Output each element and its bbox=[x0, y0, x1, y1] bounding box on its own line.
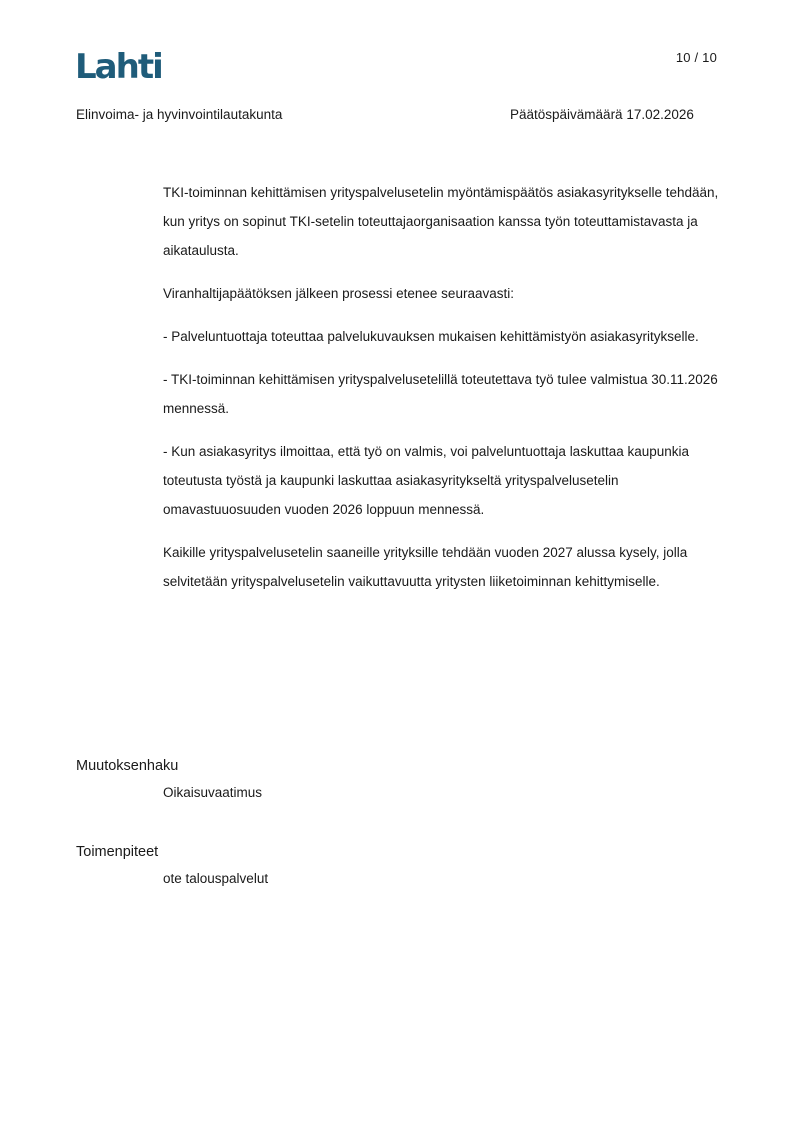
actions-value: ote talouspalvelut bbox=[163, 871, 269, 886]
decision-body bbox=[163, 178, 723, 610]
page-number: 10 / 10 bbox=[675, 50, 717, 65]
paragraph-decision-timing: TKI-toiminnan kehittämisen yrityspalvelusetelin myöntämispäätös asiakasyritykselle tehdään, kun yritys on sopinut TKI-setelin toteuttajaorganisaation kanssa työn toteuttamistavasta ja aikataulusta. bbox=[163, 185, 719, 258]
paragraph-step-3: - Kun asiakasyritys ilmoittaa, että työ on valmis, voi palveluntuottaja laskuttaa kaupunkia toteutusta työstä ja kaupunki laskuttaa asiakasyritykseltä yrityspalvelusetelin omavastuuosuuden vuoden 2026 loppuun mennessä. bbox=[163, 444, 690, 517]
lahti-logo bbox=[75, 48, 167, 82]
svg-text:Lahti: Lahti bbox=[75, 48, 162, 82]
paragraph-survey: Kaikille yrityspalvelusetelin saaneille yrityksille tehdään vuoden 2027 alussa kysely, jolla selvitetään yrityspalvelusetelin vaikuttavuutta yritysten liiketoiminnan kehittymiselle. bbox=[163, 545, 688, 589]
paragraph-step-1: - Palveluntuottaja toteuttaa palvelukuvauksen mukaisen kehittämistyön asiakasyritykselle. bbox=[163, 329, 699, 344]
committee-name: Elinvoima- ja hyvinvointilautakunta bbox=[76, 107, 283, 122]
appeal-value: Oikaisuvaatimus bbox=[163, 785, 263, 800]
appeal-heading: Muutoksenhaku bbox=[76, 758, 179, 774]
decision-date: Päätöspäivämäärä 17.02.2026 bbox=[510, 107, 694, 122]
paragraph-step-2: - TKI-toiminnan kehittämisen yrityspalvelusetelillä toteutettava työ tulee valmistua 30.11.2026 mennessä. bbox=[163, 372, 718, 416]
paragraph-process-intro: Viranhaltijapäätöksen jälkeen prosessi etenee seuraavasti: bbox=[163, 286, 514, 301]
actions-heading: Toimenpiteet bbox=[76, 844, 159, 860]
